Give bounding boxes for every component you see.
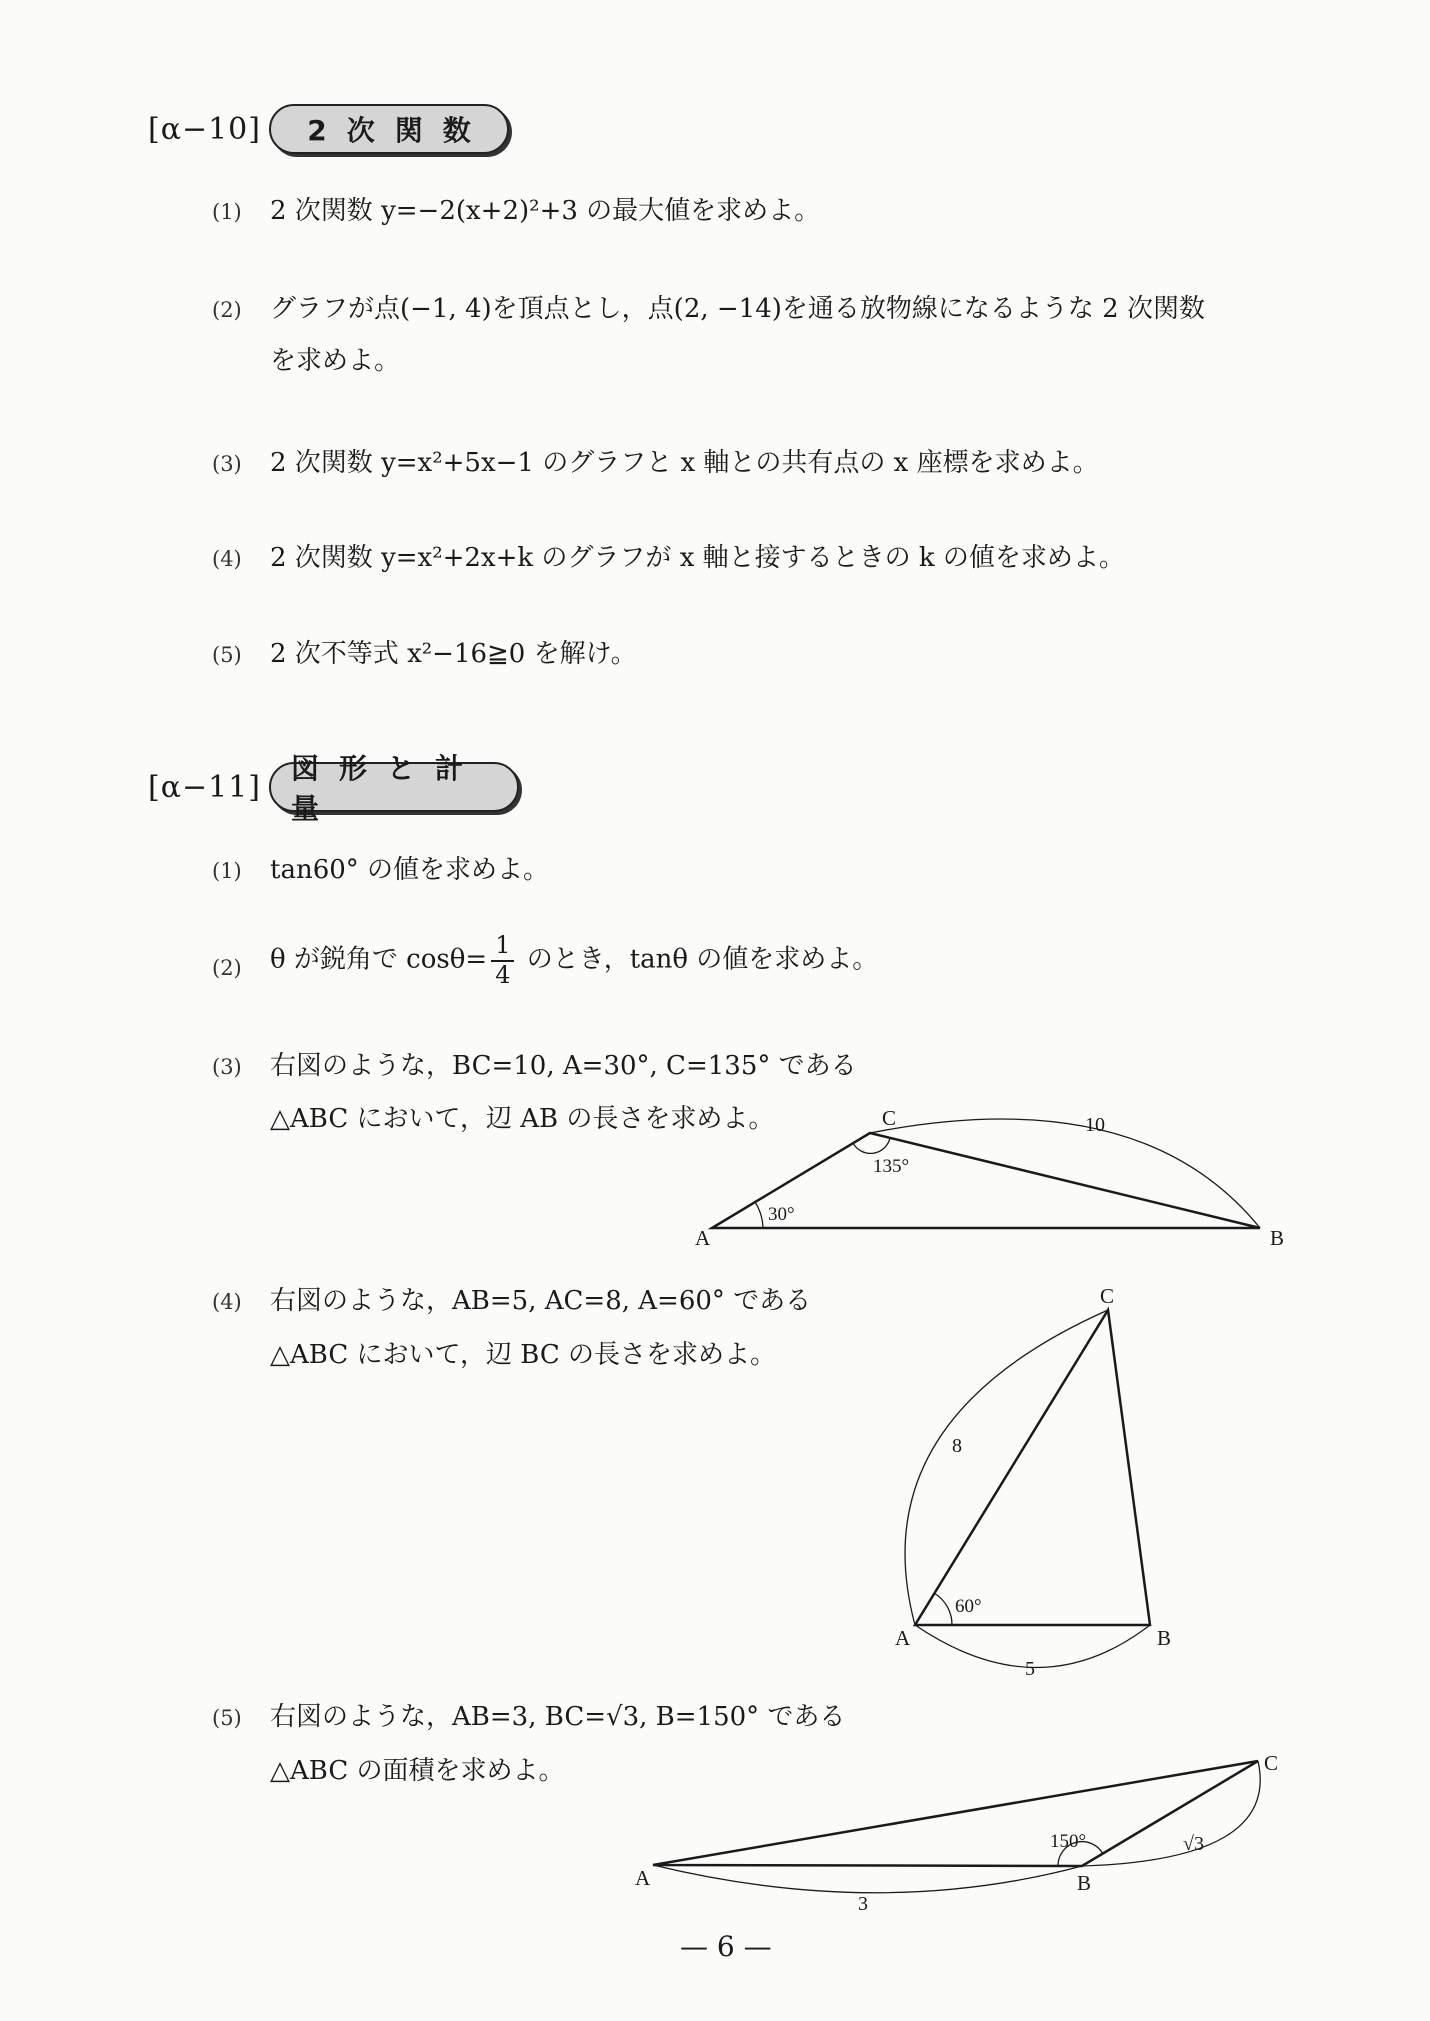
triangle-4 — [915, 1310, 1150, 1625]
q11-2-text-pre: θ が鋭角で cosθ= — [270, 944, 488, 975]
angle-c-label: 135° — [873, 1156, 910, 1177]
q11-3-number: (3) — [212, 1055, 242, 1079]
q11-3-text-line1: 右図のような，BC=10, A=30°, C=135° である — [270, 1051, 857, 1081]
fraction-numerator: 1 — [491, 932, 514, 962]
side-ac-label: 8 — [952, 1435, 962, 1457]
vertex-a-label: A — [635, 1866, 651, 1890]
section-10-code: [α−10] — [148, 111, 261, 147]
q11-4-number: (4) — [212, 1290, 242, 1314]
vertex-a-label: A — [895, 1626, 911, 1650]
q10-3-text: 2 次関数 y=x²+5x−1 のグラフと x 軸との共有点の x 座標を求めよ。 — [270, 448, 1099, 478]
q10-2-text-line2: を求めよ。 — [270, 346, 401, 376]
fraction-denominator: 4 — [495, 960, 511, 989]
fraction — [491, 932, 514, 989]
q10-5-number: (5) — [212, 643, 242, 667]
vertex-c-label: C — [882, 1106, 897, 1130]
side-ac-arc — [905, 1310, 1108, 1625]
side-ab-label: 3 — [858, 1893, 868, 1915]
q10-1-number: (1) — [212, 200, 242, 224]
q11-5-number: (5) — [212, 1706, 242, 1730]
side-ab-arc — [915, 1625, 1150, 1668]
side-bc-arc — [870, 1119, 1260, 1228]
vertex-b-label: B — [1270, 1226, 1285, 1250]
section-11-header — [148, 752, 519, 825]
page-number: — 6 — — [680, 1930, 772, 1963]
section-11-title: 図形と計量 — [269, 762, 519, 812]
side-ab-label: 5 — [1025, 1658, 1035, 1680]
q11-4-text-line2: △ABC において，辺 BC の長さを求めよ。 — [270, 1340, 777, 1370]
q10-4-number: (4) — [212, 547, 242, 571]
q11-2-text-post: のとき，tanθ の値を求めよ。 — [518, 944, 879, 975]
angle-a-label: 30° — [768, 1204, 795, 1225]
section-10-title: 2次関数 — [269, 104, 509, 154]
angle-a-arc — [755, 1202, 763, 1228]
q10-5-text: 2 次不等式 x²−16≧0 を解け。 — [270, 639, 637, 669]
triangle-5 — [653, 1761, 1258, 1866]
side-bc-label: √3 — [1183, 1833, 1204, 1855]
side-bc-label: 10 — [1085, 1114, 1105, 1136]
section-10-header — [148, 100, 509, 158]
q11-2-text — [270, 932, 878, 989]
vertex-b-label: B — [1077, 1871, 1092, 1895]
angle-a-label: 60° — [955, 1596, 982, 1617]
q10-3-number: (3) — [212, 452, 242, 476]
vertex-a-label: A — [695, 1226, 711, 1250]
q10-2-number: (2) — [212, 298, 242, 322]
angle-c-arc — [853, 1138, 890, 1153]
angle-b-label: 150° — [1050, 1831, 1087, 1852]
triangle-3 — [712, 1133, 1260, 1228]
q11-2-number: (2) — [212, 956, 242, 980]
section-11-code: [α−11] — [148, 769, 261, 805]
q10-2-text-line1: グラフが点(−1, 4)を頂点とし，点(2, −14)を通る放物線になるような 2 次関数 — [270, 294, 1205, 324]
q10-4-text: 2 次関数 y=x²+2x+k のグラフが x 軸と接するときの k の値を求めよ。 — [270, 543, 1125, 573]
angle-a-arc — [934, 1593, 952, 1625]
side-ab-arc — [653, 1865, 1082, 1893]
vertex-b-label: B — [1157, 1626, 1172, 1650]
q11-5-text-line2: △ABC の面積を求めよ。 — [270, 1756, 565, 1786]
vertex-c-label: C — [1100, 1284, 1115, 1308]
q11-1-number: (1) — [212, 859, 242, 883]
q11-3-text-line2: △ABC において，辺 AB の長さを求めよ。 — [270, 1104, 775, 1134]
q11-4-text-line1: 右図のような，AB=5, AC=8, A=60° である — [270, 1286, 812, 1316]
q11-1-text: tan60° の値を求めよ。 — [270, 855, 550, 885]
vertex-c-label: C — [1264, 1751, 1279, 1775]
angle-b-arc — [1058, 1842, 1103, 1866]
q10-1-text: 2 次関数 y=−2(x+2)²+3 の最大値を求めよ。 — [270, 196, 821, 226]
side-bc-arc — [1082, 1761, 1260, 1866]
q11-5-text-line1: 右図のような，AB=3, BC=√3, B=150° である — [270, 1702, 846, 1732]
